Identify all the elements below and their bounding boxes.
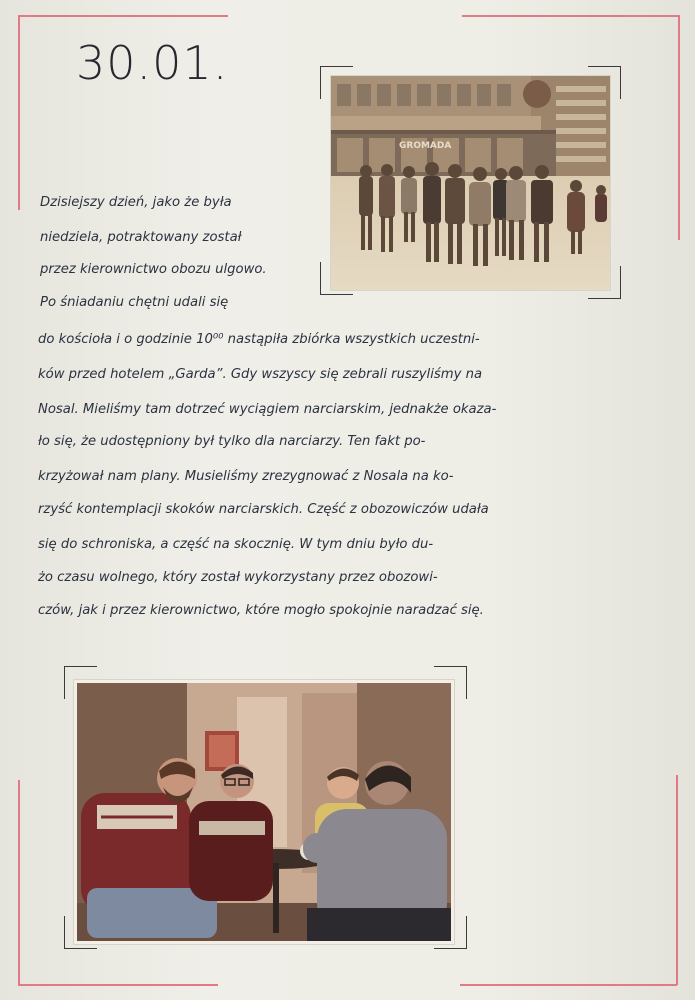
sign-gromada: GROMADA (399, 141, 452, 151)
margin-line-left-top (18, 15, 20, 210)
entry-line: żo czasu wolnego, który został wykorzystany przez obozowi- (38, 570, 438, 585)
entry-line: ło się, że udostępniony był tylko dla narciarzy. Ten fakt po- (38, 434, 426, 449)
entry-line: Nosal. Mieliśmy tam dotrzeć wyciągiem narciarskim, jednakże okaza- (38, 402, 497, 417)
entry-line: przez kierownictwo obozu ulgowo. (40, 262, 267, 277)
entry-line: Po śniadaniu chętni udali się (40, 295, 229, 310)
entry-date: 30.01. (76, 36, 229, 90)
entry-line: krzyżował nam plany. Musieliśmy zrezygnować z Nosala na ko- (38, 469, 454, 484)
entry-line: Dzisiejszy dzień, jako że była (40, 195, 232, 210)
margin-line-top-right (462, 15, 680, 17)
entry-line: ków przed hotelem „Garda”. Gdy wszyscy się zebrali ruszyliśmy na (38, 367, 483, 382)
photo-group-indoor (74, 680, 454, 944)
entry-line: się do schroniska, a część na skocznię. W tym dniu było du- (38, 537, 434, 552)
margin-line-bottom-right (460, 984, 677, 986)
margin-line-left-bottom (18, 780, 20, 985)
margin-line-right-top (678, 15, 680, 240)
margin-line-bottom-left (18, 984, 218, 986)
entry-line: niedziela, potraktowany został (40, 230, 242, 245)
entry-line: rzyść kontemplacji skoków narciarskich. Część z obozowiczów udała (38, 502, 489, 517)
entry-line: czów, jak i przez kierownictwo, które mogło spokojnie naradzać się. (38, 603, 484, 618)
entry-line: do kościoła i o godzinie 10⁰⁰ nastąpiła zbiórka wszystkich uczestni- (38, 332, 480, 347)
margin-line-right-bottom (676, 775, 678, 985)
margin-line-top-left (18, 15, 228, 17)
photo-group-outdoor (331, 76, 610, 290)
